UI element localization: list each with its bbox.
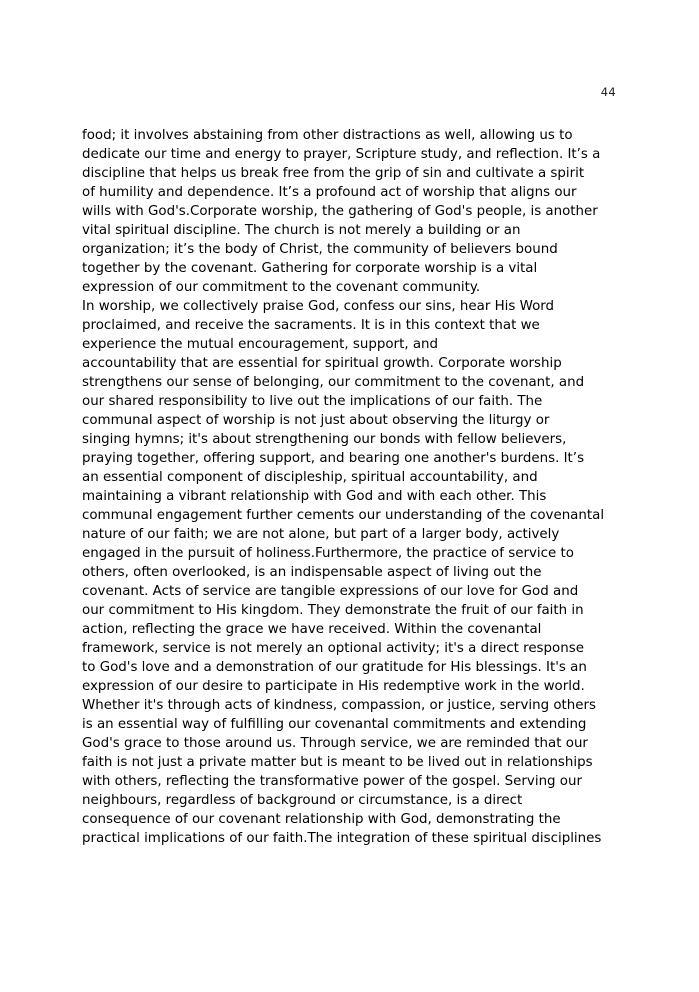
text-line: singing hymns; it's about strengthening our bonds with fellow believers, bbox=[82, 432, 567, 447]
text-line: framework, service is not merely an optional activity; it's a direct response bbox=[82, 641, 584, 656]
text-line: proclaimed, and receive the sacraments. It is in this context that we bbox=[82, 318, 540, 333]
text-line: is an essential way of fulfilling our covenantal commitments and extending bbox=[82, 717, 587, 732]
text-line: action, reflecting the grace we have received. Within the covenantal bbox=[82, 622, 542, 637]
text-line: communal aspect of worship is not just about observing the liturgy or bbox=[82, 413, 550, 428]
text-line: to God's love and a demonstration of our gratitude for His blessings. It's an bbox=[82, 660, 587, 675]
text-line: vital spiritual discipline. The church is not merely a building or an bbox=[82, 223, 521, 238]
text-line: communal engagement further cements our understanding of the covenantal bbox=[82, 508, 605, 523]
text-line: dedicate our time and energy to prayer, Scripture study, and reflection. It’s a bbox=[82, 147, 601, 162]
text-line: our shared responsibility to live out the implications of our faith. The bbox=[82, 394, 543, 409]
text-line: expression of our commitment to the covenant community. bbox=[82, 280, 481, 295]
text-line: neighbours, regardless of background or circumstance, is a direct bbox=[82, 793, 523, 808]
page-number: 44 bbox=[600, 85, 616, 99]
text-line: nature of our faith; we are not alone, but part of a larger body, actively bbox=[82, 527, 560, 542]
text-line: our commitment to His kingdom. They demonstrate the fruit of our faith in bbox=[82, 603, 584, 618]
text-line: with others, reflecting the transformative power of the gospel. Serving our bbox=[82, 774, 582, 789]
text-line: expression of our desire to participate in His redemptive work in the world. bbox=[82, 679, 585, 694]
text-line: an essential component of discipleship, spiritual accountability, and bbox=[82, 470, 538, 485]
text-line: organization; it’s the body of Christ, the community of believers bound bbox=[82, 242, 558, 257]
body-text bbox=[82, 126, 622, 848]
text-line: practical implications of our faith.The integration of these spiritual disciplines bbox=[82, 831, 602, 846]
text-line: praying together, offering support, and bearing one another's burdens. It’s bbox=[82, 451, 585, 466]
text-line: God's grace to those around us. Through service, we are reminded that our bbox=[82, 736, 588, 751]
text-line: together by the covenant. Gathering for corporate worship is a vital bbox=[82, 261, 538, 276]
text-line: strengthens our sense of belonging, our commitment to the covenant, and bbox=[82, 375, 585, 390]
text-line: consequence of our covenant relationship with God, demonstrating the bbox=[82, 812, 561, 827]
text-line: others, often overlooked, is an indispensable aspect of living out the bbox=[82, 565, 542, 580]
text-line: experience the mutual encouragement, support, and bbox=[82, 337, 439, 352]
text-line: of humility and dependence. It’s a profound act of worship that aligns our bbox=[82, 185, 577, 200]
text-line: food; it involves abstaining from other distractions as well, allowing us to bbox=[82, 128, 573, 143]
text-line: engaged in the pursuit of holiness.Furthermore, the practice of service to bbox=[82, 546, 574, 561]
text-line: wills with God's.Corporate worship, the gathering of God's people, is another bbox=[82, 204, 598, 219]
text-line: accountability that are essential for spiritual growth. Corporate worship bbox=[82, 356, 562, 371]
text-line: discipline that helps us break free from the grip of sin and cultivate a spirit bbox=[82, 166, 585, 181]
text-line: covenant. Acts of service are tangible expressions of our love for God and bbox=[82, 584, 579, 599]
text-line: faith is not just a private matter but is meant to be lived out in relationships bbox=[82, 755, 593, 770]
text-line: In worship, we collectively praise God, confess our sins, hear His Word bbox=[82, 299, 555, 314]
text-line: Whether it's through acts of kindness, compassion, or justice, serving others bbox=[82, 698, 596, 713]
text-line: maintaining a vibrant relationship with God and with each other. This bbox=[82, 489, 547, 504]
